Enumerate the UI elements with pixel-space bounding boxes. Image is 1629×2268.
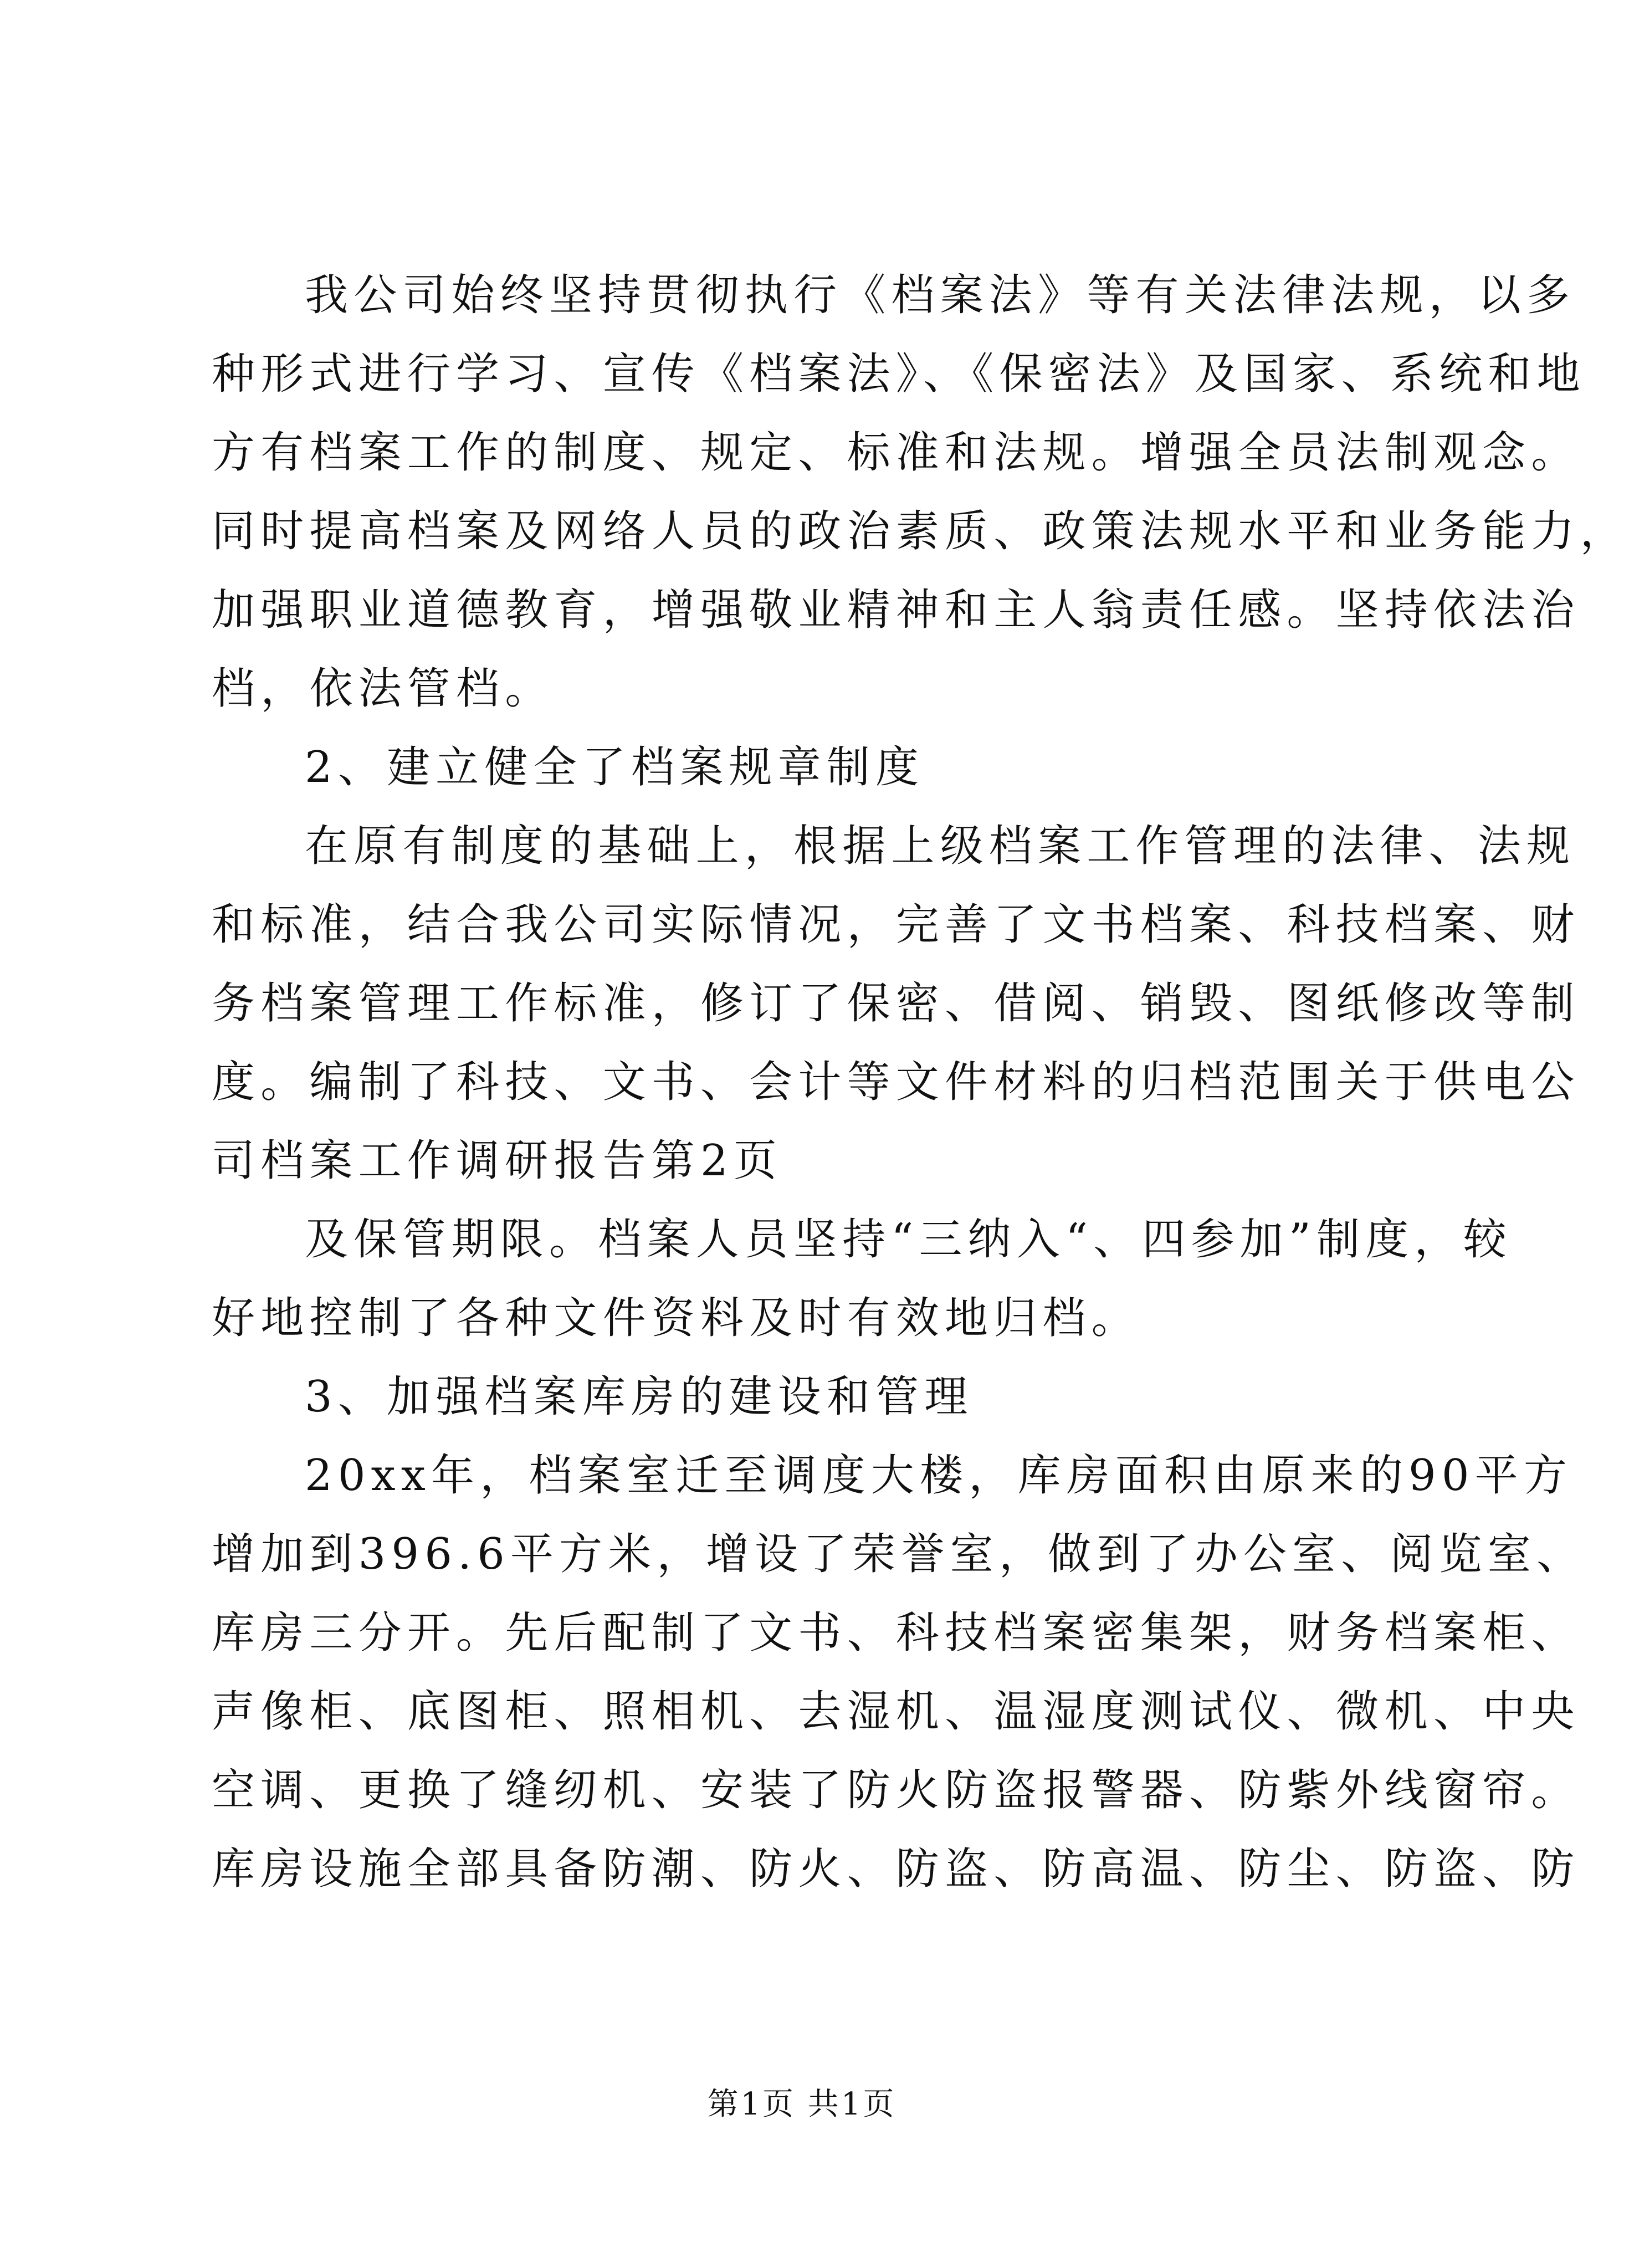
paragraph-line: 加强职业道德教育，增强敬业精神和主人翁责任感。坚持依法治 [212, 585, 1580, 635]
paragraph-line: 种形式进行学习、宣传《档案法》、《保密法》及国家、系统和地 [212, 349, 1586, 399]
paragraph-line: 务档案管理工作标准，修订了保密、借阅、销毁、图纸修改等制 [212, 979, 1580, 1028]
paragraph-line: 和标准，结合我公司实际情况，完善了文书档案、科技档案、财 [212, 900, 1580, 950]
paragraph-line: 库房三分开。先后配制了文书、科技档案密集架，财务档案柜、 [212, 1608, 1580, 1658]
paragraph-line: 库房设施全部具备防潮、防火、防盗、防高温、防尘、防盗、防 [212, 1844, 1580, 1894]
paragraph-line: 空调、更换了缝纫机、安装了防火防盗报警器、防紫外线窗帘。 [212, 1765, 1580, 1815]
paragraph-line: 在原有制度的基础上，根据上级档案工作管理的法律、法规 [305, 821, 1576, 871]
paragraph-line: 好地控制了各种文件资料及时有效地归档。 [212, 1293, 1140, 1343]
paragraph-line: 20xx年，档案室迁至调度大楼，库房面积由原来的90平方 [305, 1451, 1573, 1501]
section-heading: 2、建立健全了档案规章制度 [305, 743, 925, 792]
paragraph-line: 声像柜、底图柜、照相机、去湿机、温湿度测试仪、微机、中央 [212, 1687, 1580, 1737]
paragraph-line: 同时提高档案及网络人员的政治素质、政策法规水平和业务能力， [212, 506, 1629, 556]
page-footer: 第1页 共1页 [707, 2086, 897, 2122]
paragraph-line: 方有档案工作的制度、规定、标准和法规。增强全员法制观念。 [212, 428, 1580, 478]
paragraph-line: 增加到396.6平方米，增设了荣誉室，做到了办公室、阅览室、 [212, 1529, 1586, 1579]
document-body [212, 256, 1629, 1908]
section-heading: 3、加强档案库房的建设和管理 [305, 1372, 974, 1422]
paragraph-line: 我公司始终坚持贯彻执行《档案法》等有关法律法规，以多 [305, 270, 1576, 320]
paragraph-line: 司档案工作调研报告第2页 [212, 1136, 783, 1186]
paragraph-line: 及保管期限。档案人员坚持“三纳入“、四参加”制度，较 [305, 1215, 1512, 1264]
paragraph-line: 档，依法管档。 [212, 664, 554, 714]
paragraph-line: 度。编制了科技、文书、会计等文件材料的归档范围关于供电公 [212, 1057, 1580, 1107]
